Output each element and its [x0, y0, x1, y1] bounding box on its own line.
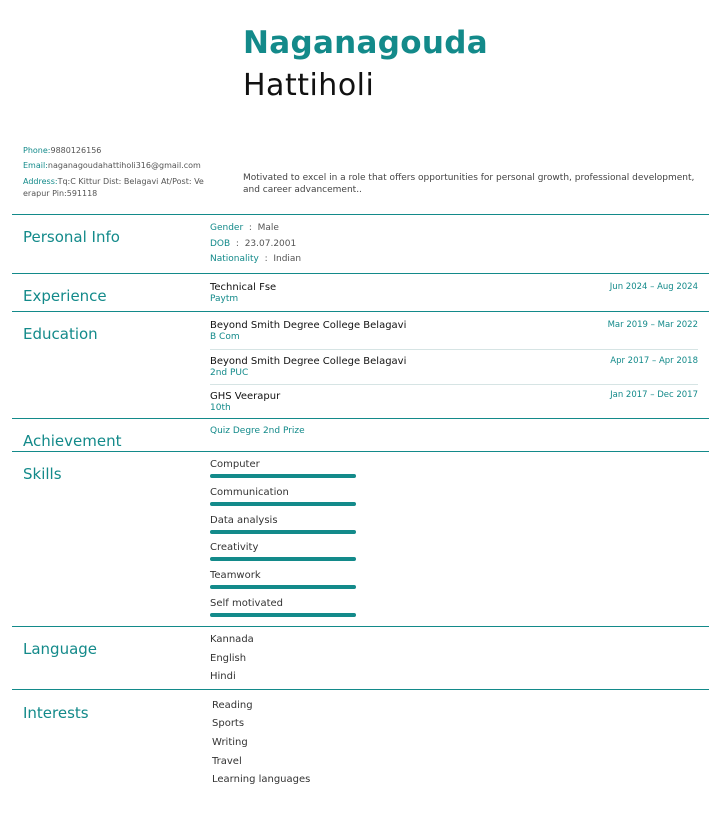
skill-bar [210, 613, 356, 617]
section-divider [12, 311, 709, 312]
personal-sep: : [243, 223, 258, 233]
summary-text: Motivated to excel in a role that offers opportunities for personal growth, professional development, and career advancement.. [243, 173, 695, 195]
first-name: Naganagouda [243, 25, 488, 61]
personal-value: Indian [273, 254, 302, 264]
entry-divider [210, 349, 698, 350]
skill-label: Computer [210, 459, 260, 470]
section-title-language: Language [23, 640, 98, 658]
personal-sep: : [258, 254, 274, 264]
entry-divider [210, 384, 698, 385]
skill-bar-fill [210, 557, 356, 561]
interest-item: Writing [212, 737, 248, 748]
section-title-skills: Skills [23, 465, 62, 483]
language-item: English [210, 653, 247, 664]
address-label: Address: [23, 177, 58, 186]
section-title-education: Education [23, 325, 98, 343]
interest-item: Travel [212, 756, 242, 767]
personal-key: DOB [210, 239, 231, 249]
section-title-personal: Personal Info [23, 228, 120, 246]
personal-sep: : [230, 239, 245, 249]
personal-value: 23.07.2001 [244, 239, 297, 249]
address-block [23, 176, 213, 200]
skill-bar [210, 557, 356, 561]
personal-row-gender [210, 223, 279, 233]
education-school: Beyond Smith Degree College Belagavi [210, 356, 407, 367]
skill-bar-fill [210, 613, 356, 617]
skill-bar-fill [210, 585, 356, 589]
skill-bar [210, 474, 356, 478]
email-line [23, 160, 201, 172]
skill-label: Communication [210, 486, 289, 498]
skill-label: Creativity [210, 542, 259, 554]
experience-dates: Jun 2024 – Aug 2024 [609, 282, 698, 292]
address-line-2: erapur Pin:591118 [23, 189, 98, 198]
experience-title: Technical Fse [210, 282, 277, 293]
section-divider [12, 689, 709, 690]
phone-label: Phone: [23, 146, 51, 155]
education-degree: 2nd PUC [210, 368, 249, 378]
education-dates: Mar 2019 – Mar 2022 [607, 320, 698, 330]
section-title-interests: Interests [23, 704, 89, 722]
language-item: Hindi [210, 671, 236, 682]
education-degree: 10th [210, 403, 231, 413]
section-title-experience: Experience [23, 287, 107, 305]
interest-item: Sports [212, 718, 245, 729]
interest-item: Learning languages [212, 774, 311, 785]
skill-bar-fill [210, 474, 356, 478]
education-school: GHS Veerapur [210, 391, 281, 402]
email-value: naganagoudahattiholi316@gmail.com [47, 161, 201, 170]
section-divider [12, 626, 709, 627]
skill-label: Data analysis [210, 514, 278, 526]
email-label: Email: [23, 161, 48, 170]
section-divider [12, 418, 709, 419]
education-dates: Jan 2017 – Dec 2017 [610, 390, 698, 400]
skill-bar-fill [210, 502, 356, 506]
section-divider [12, 451, 709, 452]
language-item: Kannada [210, 634, 254, 645]
personal-key: Nationality [210, 254, 259, 264]
skill-label: Self motivated [210, 598, 284, 609]
address-line-1: Tq:C Kittur Dist: Belagavi At/Post: Ve [57, 177, 204, 186]
interest-item: Reading [212, 700, 253, 711]
section-divider [12, 214, 709, 215]
education-degree: B Com [210, 332, 240, 342]
phone-value: 9880126156 [50, 146, 102, 155]
skill-label: Teamwork [210, 570, 261, 582]
experience-org: Paytm [210, 294, 239, 304]
achievement-item: Quiz Degre 2nd Prize [210, 426, 305, 436]
education-school: Beyond Smith Degree College Belagavi [210, 320, 407, 331]
phone-line [23, 145, 101, 157]
section-title-achievement: Achievement [23, 432, 122, 450]
section-divider [12, 273, 709, 274]
education-dates: Apr 2017 – Apr 2018 [610, 356, 698, 366]
skill-bar [210, 530, 356, 534]
personal-row-nationality [210, 254, 301, 264]
last-name: Hattiholi [243, 68, 375, 103]
skill-bar-fill [210, 530, 356, 534]
skill-bar [210, 585, 356, 589]
personal-row-dob [210, 239, 296, 249]
personal-key: Gender [210, 223, 244, 233]
skill-bar [210, 502, 356, 506]
personal-value: Male [257, 223, 279, 233]
